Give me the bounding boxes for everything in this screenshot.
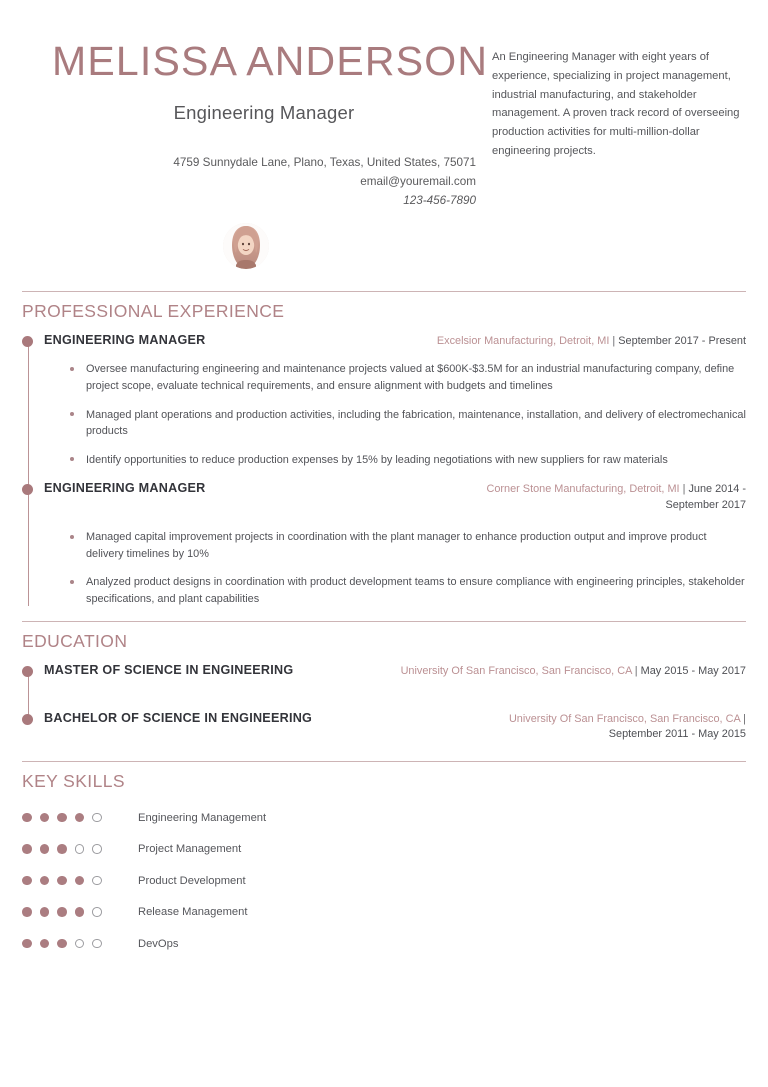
meta-separator: | [609,334,619,347]
header-identity-block [22,40,492,211]
education-entry-header [44,710,746,743]
section-title-experience: PROFESSIONAL EXPERIENCE [22,300,285,321]
contact-email[interactable]: email@youremail.com [360,175,476,188]
section-divider [22,291,746,292]
section-education [0,621,768,742]
skill-rating [22,939,114,949]
skill-dot-filled-icon [22,813,32,823]
skill-rating [22,813,114,823]
skill-row [22,833,746,865]
experience-company: Corner Stone Manufacturing, Detroit, MI [486,483,680,496]
experience-bullet-list [44,529,746,607]
education-meta [307,662,746,679]
skill-dot-filled-icon [40,907,50,917]
timeline-dot-icon [22,336,33,347]
experience-meta [481,480,746,513]
page-title: MELISSA ANDERSON [52,38,489,84]
skill-label: Project Management [138,843,242,856]
section-professional-experience [0,291,768,608]
skill-rating [22,907,114,917]
meta-separator: | [631,665,641,678]
experience-meta [219,332,746,349]
experience-role: ENGINEERING MANAGER [44,481,206,496]
skill-row [22,928,746,960]
skill-dot-filled-icon [40,939,50,949]
bullet-item: Analyzed product designs in coordination with product development teams to ensure compliance with engineering principles, stakeholder specifications, and plant capabilities [70,574,746,607]
bullet-item: Oversee manufacturing engineering and maintenance projects valued at $600K-$3.5M for an industrial manufacturing company, define project scope, evaluate technical requirements, and ensure alignment with budgets and timelines [70,361,746,394]
job-title: Engineering Manager [173,102,355,124]
meta-separator: | [679,483,689,496]
experience-company: Excelsior Manufacturing, Detroit, MI [436,334,610,347]
experience-entry-header [44,332,746,349]
timeline-dot-icon [22,484,33,495]
skill-dot-filled-icon [57,844,67,854]
skill-dot-filled-icon [22,907,32,917]
skill-dot-filled-icon [57,876,67,886]
section-divider [22,621,746,622]
skill-dot-filled-icon [57,907,67,917]
education-date: May 2015 - May 2017 [640,665,746,678]
education-degree: BACHELOR OF SCIENCE IN ENGINEERING [44,710,313,725]
education-meta [501,710,746,743]
avatar-container [0,223,768,269]
skill-dot-empty-icon [75,844,85,854]
meta-separator: | [740,712,746,725]
section-title-skills: KEY SKILLS [22,770,125,791]
resume-header [0,0,768,211]
education-degree: MASTER OF SCIENCE IN ENGINEERING [44,663,294,678]
skill-dot-filled-icon [22,844,32,854]
section-title-education: EDUCATION [22,631,128,652]
experience-role: ENGINEERING MANAGER [44,332,206,347]
timeline-dot-icon [22,666,33,677]
education-timeline [22,662,746,742]
experience-bullet-list [44,361,746,468]
experience-timeline [22,332,746,608]
bullet-item: Managed capital improvement projects in coordination with the plant manager to enhance production output and improve product delivery timelines by 10% [70,529,746,562]
education-entry [22,710,746,743]
bullet-item: Identify opportunities to reduce production expenses by 15% by leading negotiations with new suppliers for raw materials [70,452,746,469]
education-entry-header [44,662,746,679]
skill-dot-filled-icon [75,907,85,917]
contact-address: 4759 Sunnydale Lane, Plano, Texas, United States, 75071 [173,156,476,170]
skill-label: Product Development [138,874,246,887]
skill-dot-filled-icon [40,813,50,823]
skill-dot-filled-icon [75,876,85,886]
skill-dot-empty-icon [92,813,102,823]
skill-row [22,802,746,834]
skill-dot-filled-icon [40,844,50,854]
contact-block [22,154,476,211]
section-divider [22,761,746,762]
skill-dot-empty-icon [75,939,85,949]
bullet-item: Managed plant operations and production activities, including the fabrication, maintenance, installation, and delivery of electromechanical products [70,407,746,440]
skill-dot-empty-icon [92,939,102,949]
skill-dot-empty-icon [92,907,102,917]
contact-phone[interactable]: 123-456-7890 [403,193,476,207]
skill-dot-filled-icon [75,813,85,823]
skill-row [22,896,746,928]
skill-dot-empty-icon [92,876,102,886]
summary-text: An Engineering Manager with eight years of experience, specializing in project management, industrial manufacturing, and stakeholder management. A proven track record of overseeing production activities for multi-million-dollar engineering projects. [492,51,740,158]
experience-date: September 2017 - Present [618,334,746,347]
timeline-dot-icon [22,714,33,725]
skill-dot-filled-icon [57,939,67,949]
skill-rating [22,876,114,886]
education-school: University Of San Francisco, San Francisco, CA [400,665,632,678]
skill-dot-empty-icon [92,844,102,854]
education-school: University Of San Francisco, San Francisco, CA [508,712,741,725]
experience-entry [22,480,746,607]
skill-rating [22,844,114,854]
profile-photo-icon [223,223,269,269]
skill-dot-filled-icon [40,876,50,886]
experience-date: June 2014 - September 2017 [665,483,746,511]
education-date: September 2011 - May 2015 [608,728,746,741]
avatar [223,223,269,269]
skill-row [22,865,746,897]
skill-label: Engineering Management [138,811,267,824]
skill-label: Release Management [138,906,248,919]
skill-label: DevOps [138,937,179,950]
education-entry [22,662,746,679]
skill-dot-filled-icon [22,939,32,949]
experience-entry-header [44,480,746,513]
skill-dot-filled-icon [22,876,32,886]
experience-entry [22,332,746,468]
section-key-skills [0,761,768,960]
skill-dot-filled-icon [57,813,67,823]
skills-list [22,802,746,960]
